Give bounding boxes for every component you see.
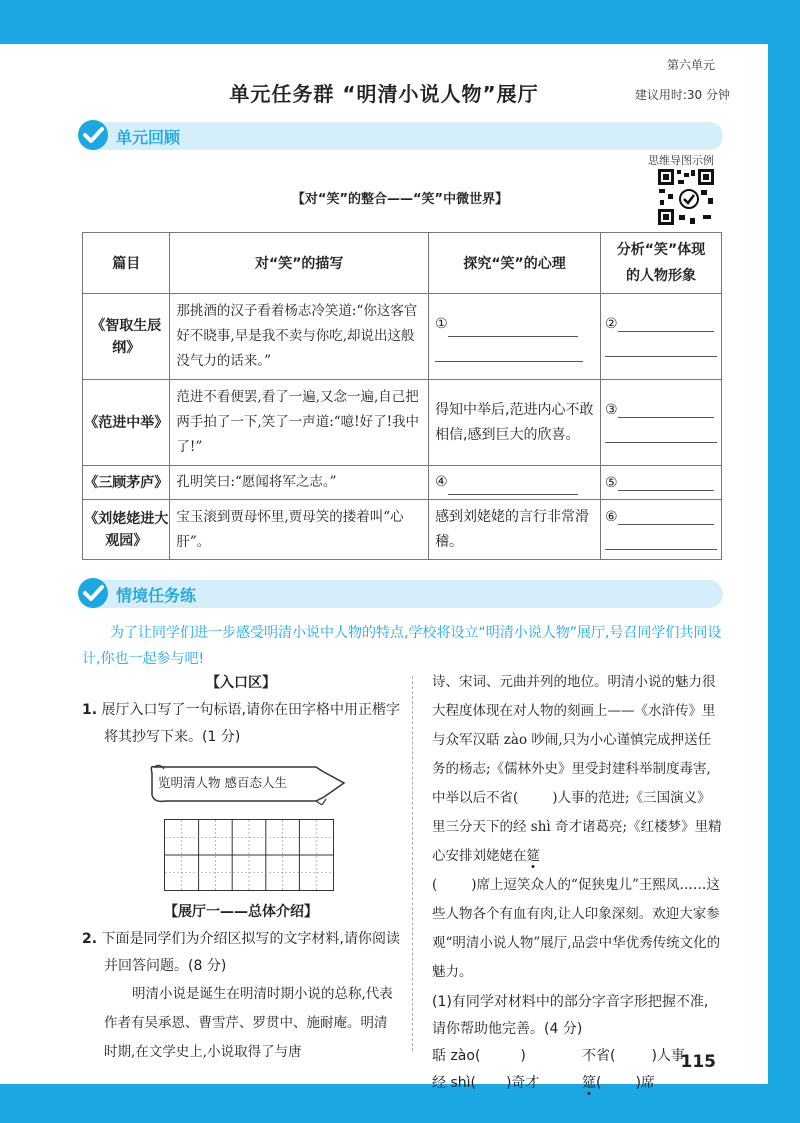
- header-desc: 对“笑”的描写: [170, 233, 429, 294]
- answer-blank-4[interactable]: ④: [429, 466, 601, 500]
- row-title: 《三顾茅庐》: [83, 466, 170, 500]
- right-color-band: [768, 0, 800, 1123]
- task-intro: 为了让同学们进一步感受明清小说中人物的特点,学校将设立“明清小说人物”展厅,号召同学们共同设计,你也一起参与吧!: [82, 625, 722, 667]
- writing-grid[interactable]: [164, 819, 334, 891]
- row-desc: 范进不看便罢,看了一遍,又念一遍,自己把两手拍了一下,笑了一声道:“噫!好了!我中了!”: [170, 380, 429, 466]
- section-header-review: [80, 122, 723, 150]
- sub-question-1: (1)有同学对材料中的部分字音字形把握不准,请你帮助他完善。(4 分): [432, 994, 709, 1037]
- row-title: 《范进中举》: [83, 380, 170, 466]
- row-title: 《刘姥姥进大观园》: [83, 500, 170, 560]
- answer-blank-6[interactable]: ⑥: [601, 500, 722, 560]
- hall-1-heading: 【展厅一——总体介绍】: [164, 904, 318, 920]
- answer-item[interactable]: 经 shì( )奇才: [432, 1075, 540, 1091]
- answer-blank-3[interactable]: ③: [601, 380, 722, 466]
- tianzige-grid: [165, 820, 333, 890]
- check-badge-icon: [76, 118, 110, 152]
- answer-row-2: [432, 1070, 722, 1097]
- answer-item[interactable]: 筵( )席: [582, 1075, 655, 1091]
- question-number: 1.: [82, 702, 98, 718]
- passage-start: 明清小说是诞生在明清时期小说的总称,代表作者有吴承恩、曹雪芹、罗贯中、施耐庵。明清时期,在文学史上,小说取得了与唐: [104, 986, 393, 1060]
- answer-item[interactable]: 聒 zào( ): [432, 1048, 526, 1064]
- question-text: 下面是同学们为介绍区拟写的文字材料,请你阅读并回答问题。(8 分): [101, 931, 400, 974]
- question-2: [82, 926, 400, 980]
- table-row: [83, 466, 722, 500]
- row-psychology: 得知中举后,范进内心不敢相信,感到巨大的欣喜。: [429, 380, 601, 466]
- question-1: [82, 697, 400, 751]
- answer-blank-2[interactable]: ②: [601, 294, 722, 380]
- slogan-banner: [146, 761, 356, 805]
- passage-continued: 诗、宋词、元曲并列的地位。明清小说的魅力很大程度体现在对人物的刻画上——《水浒传》里与众军汉聒 zào 吵闹,只为小心谨慎完成押送任务的杨志;《儒林外史》里受封建科举制度毒害,中举以后不省( )人事的范进;《三国演义》里三分天下的经 shì 奇才诸葛亮;《红楼梦》里精心安排刘姥姥在筵 ( )席上逗笑众人的“促狭鬼儿”王熙凤……这些人物各个有血有肉,让人印象深刻。欢迎大家参观“明清小说人物”展厅,品尝中华优秀传统文化的魅力。: [432, 674, 722, 980]
- section-title: 情境任务练: [116, 586, 197, 605]
- question-text: 展厅入口写了一句标语,请你在田字格中用正楷字将其抄写下来。(1 分): [101, 702, 400, 745]
- section-title: 单元回顾: [116, 128, 181, 147]
- header-analysis: 分析“笑”体现的人物形象: [601, 233, 722, 294]
- smile-table: [82, 232, 722, 560]
- table-row: [83, 380, 722, 466]
- right-column: [432, 668, 722, 1097]
- answer-blank-1[interactable]: ①: [429, 294, 601, 380]
- emphasis-char: 筵: [526, 848, 540, 864]
- check-badge-icon: [76, 576, 110, 610]
- table-header-row: [83, 233, 722, 294]
- table-row: [83, 500, 722, 560]
- unit-tag: 第六单元: [666, 58, 715, 72]
- entry-area-heading: 【入口区】: [206, 675, 276, 691]
- slogan-text: 览明清人物 感百态人生: [158, 775, 287, 790]
- answer-blank-5[interactable]: ⑤: [601, 466, 722, 500]
- header-title: 篇目: [83, 233, 170, 294]
- row-psychology: 感到刘姥姥的言行非常滑稽。: [429, 500, 601, 560]
- header-psychology: 探究“笑”的心理: [429, 233, 601, 294]
- row-desc: 那挑酒的汉子看着杨志冷笑道:“你这客官好不晓事,早是我不卖与你吃,却说出这般没气力的话来。”: [170, 294, 429, 380]
- table-title: 【对“笑”的整合——“笑”中微世界】: [291, 192, 509, 207]
- suggested-time: 建议用时:30 分钟: [634, 88, 730, 102]
- left-column: [82, 670, 400, 1067]
- answer-item[interactable]: 不省( )人事: [582, 1048, 685, 1064]
- section-header-tasks: [80, 580, 723, 608]
- question-number: 2.: [82, 931, 98, 947]
- column-divider: [412, 676, 413, 1051]
- page-number: 115: [680, 1052, 716, 1072]
- row-title: 《智取生辰纲》: [83, 294, 170, 380]
- qr-label: 思维导图示例: [648, 154, 714, 167]
- page-title: 单元任务群 “明清小说人物”展厅: [229, 82, 539, 106]
- answer-row-1: [432, 1043, 722, 1070]
- table-row: [83, 294, 722, 380]
- row-desc: 孔明笑曰:“愿闻将军之志。”: [170, 466, 429, 500]
- row-desc: 宝玉滚到贾母怀里,贾母笑的搂着叫“心肝”。: [170, 500, 429, 560]
